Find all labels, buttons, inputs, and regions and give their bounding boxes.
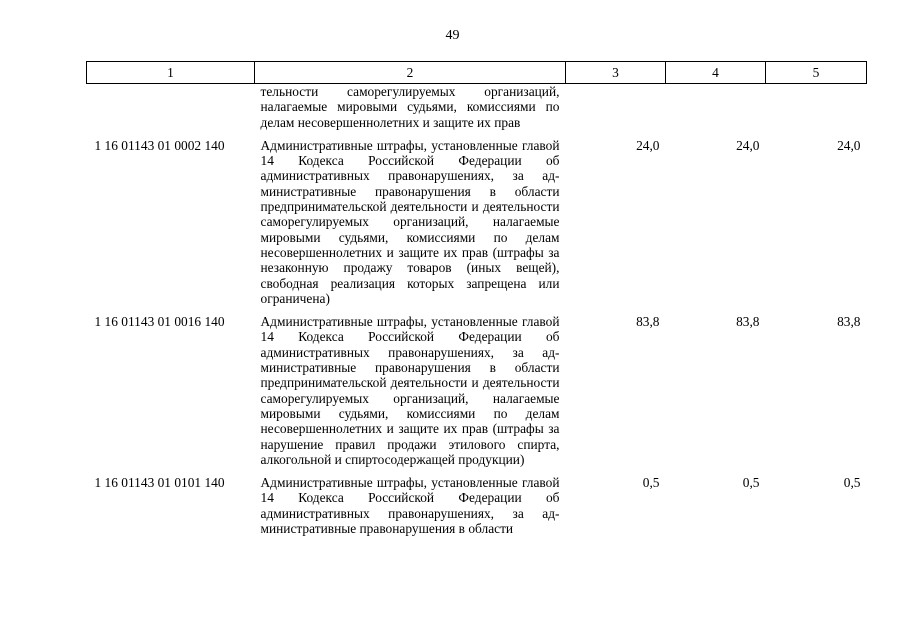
row-value-col4: 83,8	[736, 314, 760, 330]
row-value-col5: 24,0	[837, 137, 861, 153]
table-body	[87, 84, 867, 537]
row-value-col3: 0,5	[642, 475, 660, 491]
row-code: 1 16 01143 01 0101 140	[94, 475, 225, 491]
table-row	[87, 313, 867, 474]
row-description: тельности саморегулируемых организаций, налагаемые мировыми судьями, комиссиями по делам несовершеннолетних и защите их прав	[260, 84, 560, 130]
header-col-3: 3	[566, 62, 666, 84]
header-col-2: 2	[255, 62, 566, 84]
row-value-col4: 24,0	[736, 137, 760, 153]
page-number: 49	[445, 28, 460, 43]
row-description: Административные штрафы, установленные главой 14 Кодекса Российской Федерации об административных правонарушениях, за административные правонарушения в области предпринимательской деятельности и деятельности саморегулируемых организаций, налагаемые мировыми судьями, комиссиями по делам несовершеннолетних и защите их прав (штрафы за незаконную продажу товаров (иных вещей), свободная реализация которых запрещена или ограничена)	[260, 137, 560, 306]
row-value-col5: 83,8	[837, 314, 861, 330]
row-value-col5: 0,5	[843, 475, 861, 491]
row-value-col3	[566, 84, 666, 137]
row-code: 1 16 01143 01 0002 140	[94, 137, 225, 153]
row-code	[87, 84, 255, 137]
table-header	[87, 62, 867, 84]
table-row	[87, 474, 867, 536]
row-value-col4	[666, 84, 766, 137]
header-row	[87, 62, 867, 84]
header-col-1: 1	[87, 62, 255, 84]
row-code: 1 16 01143 01 0016 140	[94, 314, 225, 330]
row-value-col3: 24,0	[636, 137, 660, 153]
row-value-col4: 0,5	[742, 475, 760, 491]
header-col-4: 4	[666, 62, 766, 84]
row-value-col3: 83,8	[636, 314, 660, 330]
header-col-5: 5	[766, 62, 867, 84]
budget-table	[86, 61, 867, 536]
table-row	[87, 137, 867, 313]
table-row	[87, 84, 867, 137]
row-description: Административные штрафы, установленные главой 14 Кодекса Российской Федерации об административных правонарушениях, за административные правонарушения в области	[260, 475, 560, 537]
row-value-col5	[766, 84, 867, 137]
row-description: Административные штрафы, установленные главой 14 Кодекса Российской Федерации об административных правонарушениях, за административные правонарушения в области предпринимательской деятельности и деятельности саморегулируемых организаций, налагаемые мировыми судьями, комиссиями по делам несовершеннолетних и защите их прав (штрафы за нарушение правил продажи этилового спирта, алкогольной и спиртосодержащей продукции)	[260, 314, 560, 467]
